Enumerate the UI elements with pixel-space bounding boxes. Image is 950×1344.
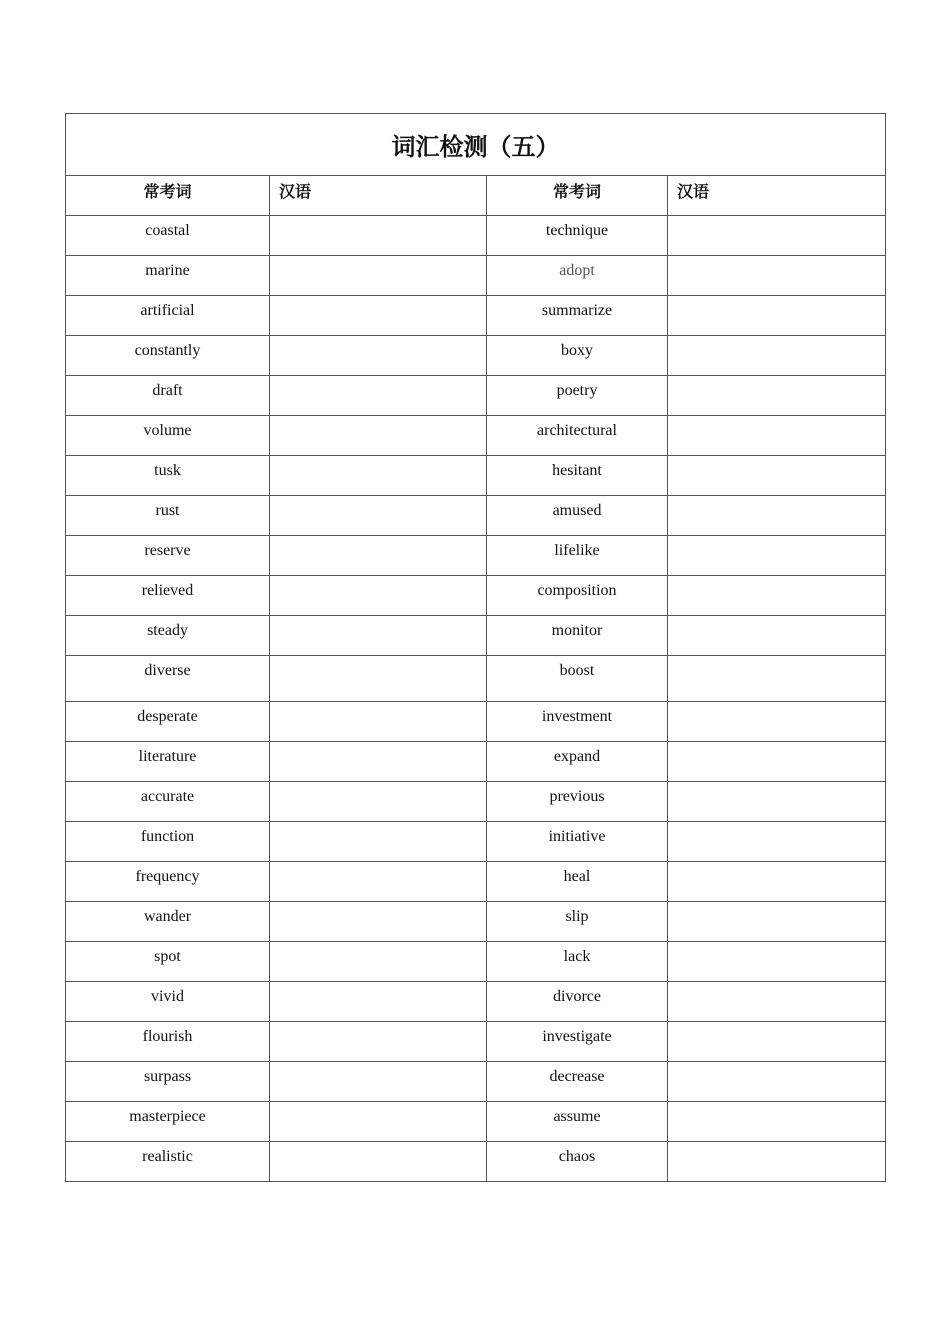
table-row <box>66 296 886 336</box>
word-right: architectural <box>487 416 668 456</box>
answer-cell-right[interactable] <box>668 942 886 982</box>
answer-cell-right[interactable] <box>668 216 886 256</box>
word-right: heal <box>487 862 668 902</box>
table-row <box>66 982 886 1022</box>
page-title: 词汇检测（五） <box>66 114 886 176</box>
word-right: expand <box>487 742 668 782</box>
answer-cell-left[interactable] <box>270 862 487 902</box>
answer-cell-right[interactable] <box>668 982 886 1022</box>
answer-cell-left[interactable] <box>270 942 487 982</box>
table-row <box>66 256 886 296</box>
word-right: hesitant <box>487 456 668 496</box>
table-row <box>66 782 886 822</box>
answer-cell-left[interactable] <box>270 1102 487 1142</box>
answer-cell-left[interactable] <box>270 376 487 416</box>
word-right: divorce <box>487 982 668 1022</box>
answer-cell-left[interactable] <box>270 576 487 616</box>
answer-cell-left[interactable] <box>270 1142 487 1182</box>
word-left: flourish <box>66 1022 270 1062</box>
table-row <box>66 496 886 536</box>
answer-cell-right[interactable] <box>668 336 886 376</box>
answer-cell-right[interactable] <box>668 416 886 456</box>
word-left: masterpiece <box>66 1102 270 1142</box>
answer-cell-left[interactable] <box>270 216 487 256</box>
word-left: literature <box>66 742 270 782</box>
word-right: amused <box>487 496 668 536</box>
word-left: frequency <box>66 862 270 902</box>
header-meaning-right: 汉语 <box>668 176 886 216</box>
answer-cell-left[interactable] <box>270 982 487 1022</box>
table-row <box>66 216 886 256</box>
word-right: investment <box>487 702 668 742</box>
word-left: spot <box>66 942 270 982</box>
word-right: decrease <box>487 1062 668 1102</box>
word-right: composition <box>487 576 668 616</box>
answer-cell-left[interactable] <box>270 782 487 822</box>
answer-cell-left[interactable] <box>270 456 487 496</box>
table-row <box>66 376 886 416</box>
word-right: initiative <box>487 822 668 862</box>
word-left: reserve <box>66 536 270 576</box>
answer-cell-left[interactable] <box>270 616 487 656</box>
table-row <box>66 742 886 782</box>
word-right: boost <box>487 656 668 702</box>
word-left: marine <box>66 256 270 296</box>
answer-cell-left[interactable] <box>270 656 487 702</box>
table-row <box>66 416 886 456</box>
word-right: adopt <box>487 256 668 296</box>
answer-cell-left[interactable] <box>270 256 487 296</box>
answer-cell-right[interactable] <box>668 702 886 742</box>
word-right: lifelike <box>487 536 668 576</box>
answer-cell-right[interactable] <box>668 1102 886 1142</box>
answer-cell-left[interactable] <box>270 416 487 456</box>
word-left: wander <box>66 902 270 942</box>
answer-cell-right[interactable] <box>668 1022 886 1062</box>
header-meaning-left: 汉语 <box>270 176 487 216</box>
word-left: constantly <box>66 336 270 376</box>
answer-cell-right[interactable] <box>668 456 886 496</box>
table-row <box>66 536 886 576</box>
word-left: rust <box>66 496 270 536</box>
table-row <box>66 862 886 902</box>
word-left: volume <box>66 416 270 456</box>
word-right: previous <box>487 782 668 822</box>
word-right: lack <box>487 942 668 982</box>
answer-cell-left[interactable] <box>270 742 487 782</box>
vocab-quiz-table <box>65 113 886 1182</box>
word-left: artificial <box>66 296 270 336</box>
word-left: vivid <box>66 982 270 1022</box>
table-row <box>66 576 886 616</box>
word-left: coastal <box>66 216 270 256</box>
word-left: realistic <box>66 1142 270 1182</box>
table-row <box>66 1022 886 1062</box>
answer-cell-right[interactable] <box>668 862 886 902</box>
answer-cell-right[interactable] <box>668 256 886 296</box>
word-right: poetry <box>487 376 668 416</box>
word-left: accurate <box>66 782 270 822</box>
answer-cell-left[interactable] <box>270 336 487 376</box>
word-right: assume <box>487 1102 668 1142</box>
word-left: steady <box>66 616 270 656</box>
word-right: chaos <box>487 1142 668 1182</box>
answer-cell-left[interactable] <box>270 902 487 942</box>
word-right: investigate <box>487 1022 668 1062</box>
table-row <box>66 1142 886 1182</box>
answer-cell-left[interactable] <box>270 496 487 536</box>
table-row <box>66 616 886 656</box>
word-left: surpass <box>66 1062 270 1102</box>
answer-cell-right[interactable] <box>668 536 886 576</box>
answer-cell-right[interactable] <box>668 496 886 536</box>
table-row <box>66 656 886 702</box>
header-word-right: 常考词 <box>487 176 668 216</box>
table-row <box>66 456 886 496</box>
table-row <box>66 942 886 982</box>
answer-cell-right[interactable] <box>668 616 886 656</box>
answer-cell-left[interactable] <box>270 1022 487 1062</box>
answer-cell-right[interactable] <box>668 822 886 862</box>
word-right: summarize <box>487 296 668 336</box>
header-word-left: 常考词 <box>66 176 270 216</box>
word-left: diverse <box>66 656 270 702</box>
answer-cell-right[interactable] <box>668 782 886 822</box>
answer-cell-left[interactable] <box>270 536 487 576</box>
table-row <box>66 822 886 862</box>
word-right: monitor <box>487 616 668 656</box>
table-row <box>66 702 886 742</box>
answer-cell-right[interactable] <box>668 576 886 616</box>
table-row <box>66 1102 886 1142</box>
answer-cell-right[interactable] <box>668 656 886 702</box>
answer-cell-left[interactable] <box>270 1062 487 1102</box>
answer-cell-right[interactable] <box>668 902 886 942</box>
table-row <box>66 336 886 376</box>
word-right: technique <box>487 216 668 256</box>
word-left: relieved <box>66 576 270 616</box>
word-right: boxy <box>487 336 668 376</box>
table-row <box>66 902 886 942</box>
answer-cell-left[interactable] <box>270 296 487 336</box>
word-left: function <box>66 822 270 862</box>
answer-cell-right[interactable] <box>668 742 886 782</box>
word-left: draft <box>66 376 270 416</box>
answer-cell-right[interactable] <box>668 376 886 416</box>
answer-cell-right[interactable] <box>668 1142 886 1182</box>
table-row <box>66 1062 886 1102</box>
answer-cell-left[interactable] <box>270 702 487 742</box>
word-left: tusk <box>66 456 270 496</box>
answer-cell-left[interactable] <box>270 822 487 862</box>
answer-cell-right[interactable] <box>668 1062 886 1102</box>
answer-cell-right[interactable] <box>668 296 886 336</box>
word-left: desperate <box>66 702 270 742</box>
word-right: slip <box>487 902 668 942</box>
